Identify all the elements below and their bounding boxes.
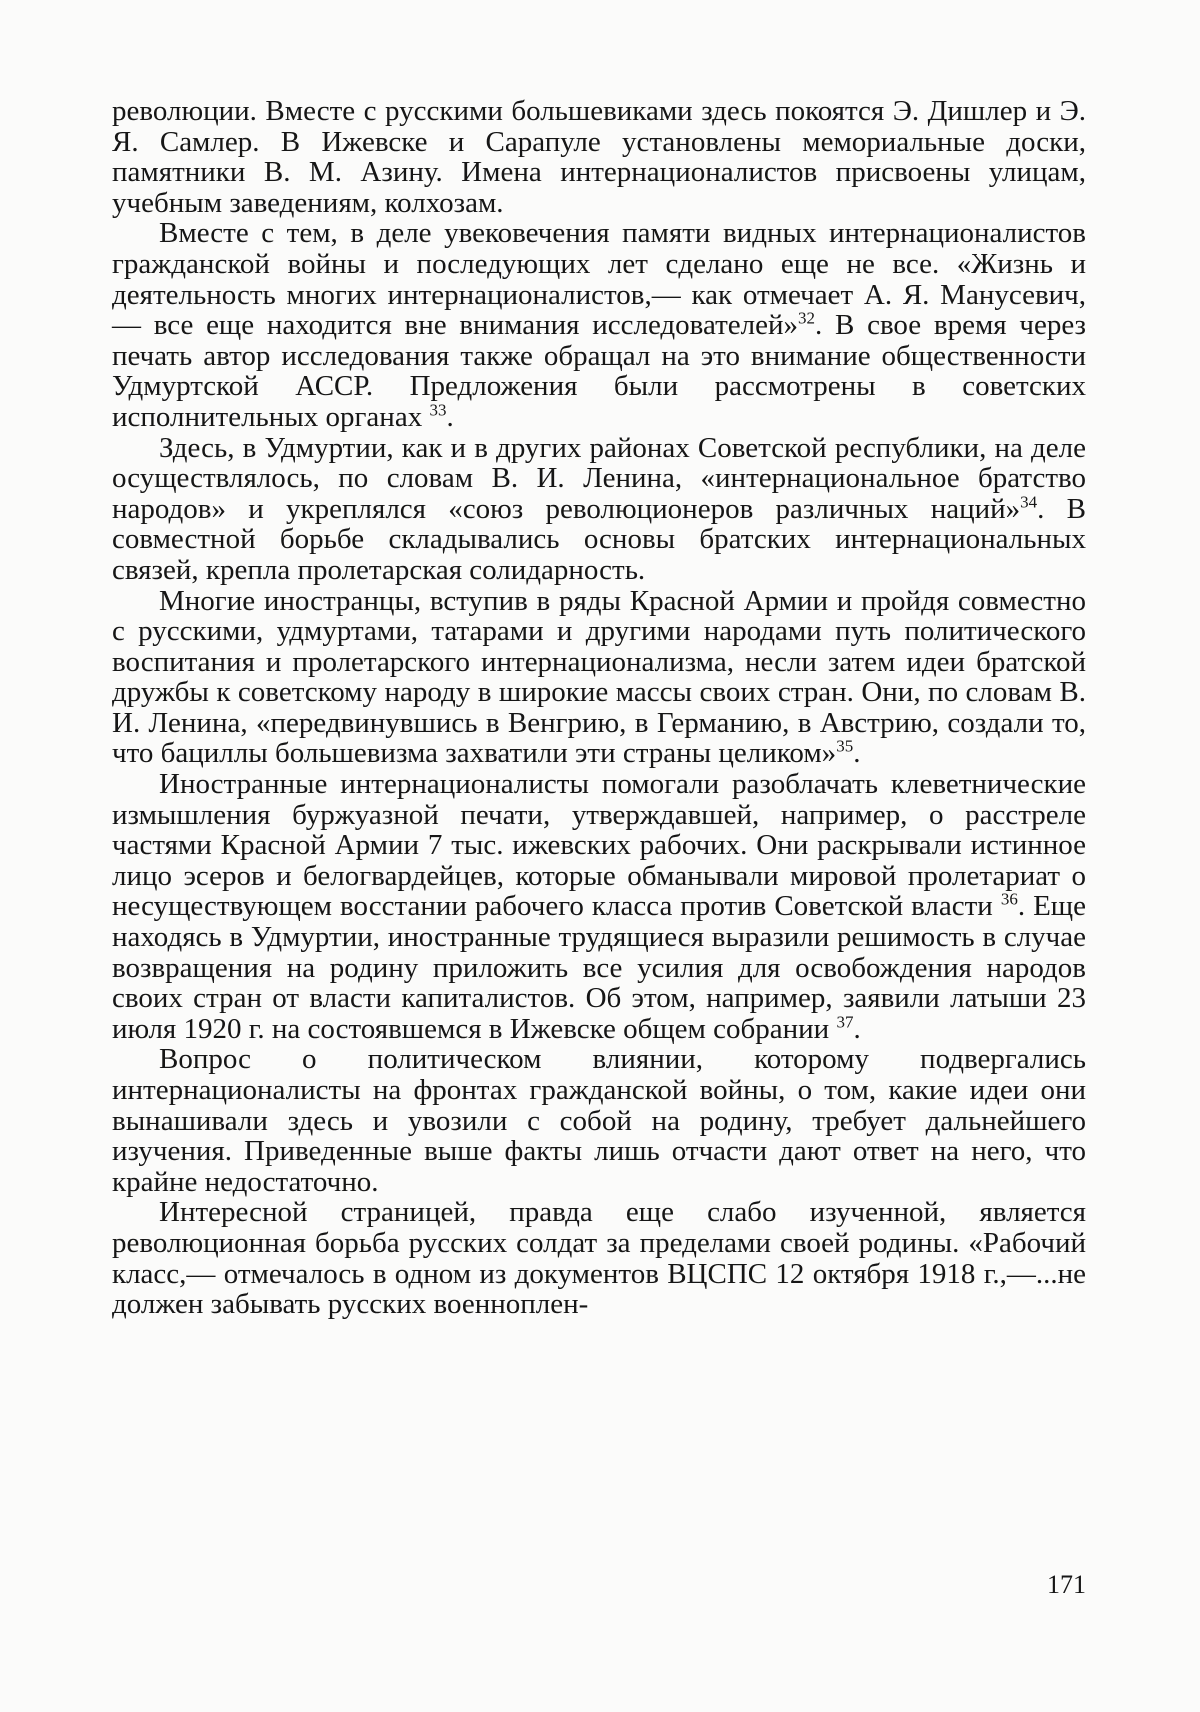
paragraph bbox=[112, 586, 1086, 770]
paragraph bbox=[112, 769, 1086, 1044]
paragraph bbox=[112, 1197, 1086, 1319]
footnote-ref: 32 bbox=[798, 308, 816, 328]
text-run: революции. Вместе с русскими большевиками здесь покоятся Э. Дишлер и Э. Я. Самлер. В Ижевске и Сарапуле установлены мемориальные доски, памятники В. М. Азину. Имена интернационалистов присвоены улицам, учебным заведениям, колхозам. bbox=[112, 95, 1086, 219]
body-text bbox=[112, 96, 1086, 1320]
text-run: Иностранные интернационалисты помогали разоблачать клеветнические измышления буржуазной печати, утверждавшей, например, о расстреле частями Красной Армии 7 тыс. ижевских рабочих. Они раскрывали истинное лицо эсеров и белогвардейцев, которые обманывали мировой пролетариат о несуществующем восстании рабочего класса против Советской власти bbox=[112, 768, 1086, 923]
text-run: Многие иностранцы, вступив в ряды Красной Армии и пройдя совместно с русскими, удмуртами, татарами и другими народами путь политического воспитания и пролетарского интернационализма, несли затем идеи братской дружбы к советскому народу в широкие массы своих стран. Они, по словам В. И. Ленина, «передвинувшись в Венгрию, в Германию, в Австрию, создали то, что бациллы большевизма захватили эти страны целиком» bbox=[112, 584, 1086, 770]
paragraph bbox=[112, 218, 1086, 432]
paragraph bbox=[112, 1044, 1086, 1197]
text-run: . В свое время через печать автор исследования также обращал на это внимание общественности Удмуртской АССР. Предложения были рассмотрены в советских исполнительных органах bbox=[112, 309, 1086, 433]
text-run: . bbox=[446, 400, 454, 433]
footnote-ref: 34 bbox=[1020, 492, 1038, 512]
text-run: Здесь, в Удмуртии, как и в других районах Советской республики, на деле осуществлялось, по словам В. И. Ленина, «интернациональное братство народов» и укреплялся «союз революционеров различных наций» bbox=[112, 431, 1086, 525]
page-number: 171 bbox=[1047, 1570, 1086, 1599]
text-run: . bbox=[853, 1012, 861, 1045]
text-run: . bbox=[853, 737, 861, 770]
text-run: Вместе с тем, в деле увековечения памяти видных интернационалистов гражданской войны и последующих лет сделано еще не все. «Жизнь и деятельность многих интернационалистов,— как отмечает А. Я. Манусевич,— все еще находится вне внимания исследователей» bbox=[112, 217, 1086, 342]
text-run: . Еще находясь в Удмуртии, иностранные трудящиеся выразили решимость в случае возвращения на родину приложить все усилия для освобождения народов своих стран от власти капиталистов. Об этом, например, заявили латыши 23 июля 1920 г. на состоявшемся в Ижевске общем собрании bbox=[112, 890, 1086, 1045]
text-run: . В совместной борьбе складывались основы братских интернациональных связей, крепла пролетарская солидарность. bbox=[112, 492, 1087, 586]
paragraph bbox=[112, 433, 1086, 586]
paragraph bbox=[112, 96, 1086, 218]
text-run: Вопрос о политическом влиянии, которому подвергались интернационалисты на фронтах гражданской войны, о том, какие идеи они вынашивали здесь и увозили с собой на родину, требует дальнейшего изучения. Приведенные выше факты лишь отчасти дают ответ на него, что крайне недостаточно. bbox=[112, 1043, 1086, 1198]
footnote-ref: 37 bbox=[836, 1012, 854, 1032]
footnote-ref: 36 bbox=[1000, 889, 1018, 909]
text-run: Интересной страницей, правда еще слабо изученной, является революционная борьба русских солдат за пределами своей родины. «Рабочий класс,— отмечалось в одном из документов ВЦСПС 12 октября 1918 г.,—...не должен забывать русских военноплен- bbox=[112, 1196, 1086, 1321]
footnote-ref: 33 bbox=[429, 400, 447, 420]
footnote-ref: 35 bbox=[836, 736, 854, 756]
